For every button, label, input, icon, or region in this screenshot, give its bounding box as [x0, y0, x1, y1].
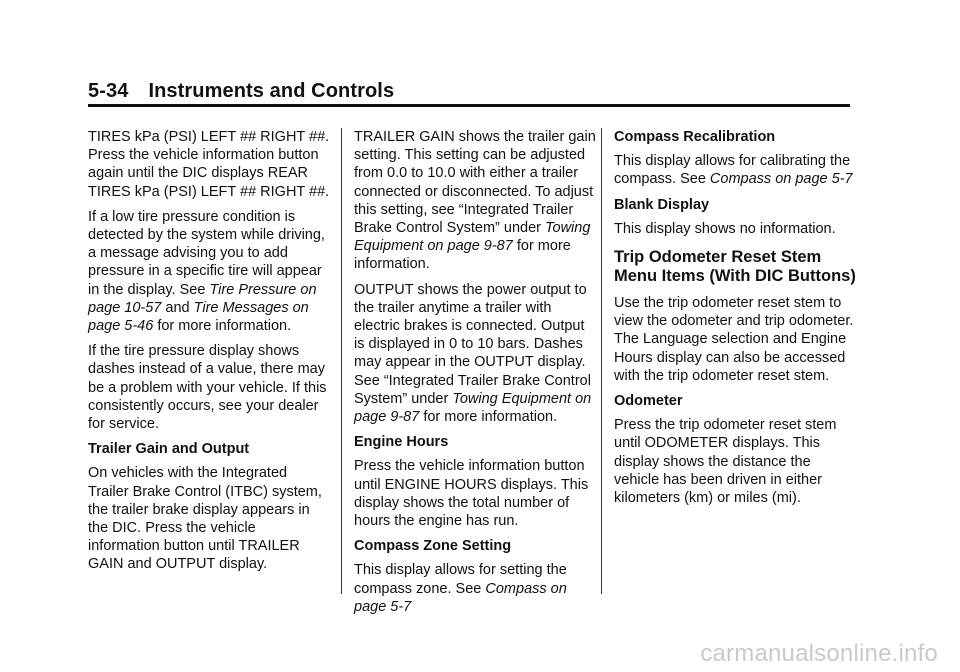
page-number: 5-34: [88, 80, 129, 102]
column-divider: [601, 128, 602, 594]
paragraph: [354, 128, 596, 274]
subheading-trailer-gain: Trailer Gain and Output: [88, 441, 250, 458]
subheading-compass-recalibration: Compass Recalibration: [614, 129, 776, 145]
text: TRAILER GAIN shows the trailer gain setting. This setting can be adjusted from 0.0 to 10.0 with either a trailer connected or disconnected. To adjust this setting, see “Integrated Trailer Brake Control System” under: [354, 129, 596, 237]
section-heading: Trip Odometer Reset Stem Menu Items (With DIC Buttons): [614, 248, 856, 286]
header-rule: [88, 104, 850, 107]
link-towing-equipment[interactable]: Towing Equipment on page 9-87: [354, 220, 591, 255]
paragraph: [88, 208, 330, 335]
text: This display allows for setting the compass zone. See: [354, 562, 567, 597]
subheading-blank-display: Blank Display: [614, 196, 710, 213]
link-towing-equipment[interactable]: Towing Equipment on page 9-87: [354, 390, 592, 426]
text: for more information.: [153, 318, 292, 335]
link-compass[interactable]: Compass on page 5-7: [709, 171, 853, 188]
link-tire-pressure[interactable]: Tire Pressure on page 10-57: [88, 281, 317, 316]
page-header: [88, 80, 394, 103]
subheading-compass-zone: Compass Zone Setting: [354, 538, 512, 555]
paragraph: This display shows no information.: [614, 220, 836, 237]
text: for more information.: [419, 409, 558, 426]
column-divider: [341, 128, 342, 594]
text: OUTPUT shows the power output to the trailer anytime a trailer with electric brakes is connected. Output is displayed in 0 to 10 bars. Dashes may appear in the OUTPUT display. See “Integrated Trailer Brake Control System” under: [354, 281, 591, 407]
text: and: [161, 299, 194, 316]
paragraph: If the tire pressure display shows dashes instead of a value, there may be a problem with your vehicle. If this consistently occurs, see your dealer for service.: [88, 343, 327, 433]
paragraph: [614, 152, 856, 188]
text: for more information.: [354, 238, 571, 273]
column-3: [614, 128, 856, 514]
subheading-odometer: Odometer: [614, 393, 683, 410]
paragraph: On vehicles with the Integrated Trailer Brake Control (ITBC) system, the trailer brake display appears in the DIC. Press the vehicle information button until TRAILER GAIN and OUTPUT display.: [88, 465, 322, 573]
subheading-engine-hours: Engine Hours: [354, 434, 449, 451]
link-tire-messages[interactable]: Tire Messages on page 5-46: [88, 299, 309, 335]
paragraph: [354, 281, 596, 427]
section-title: Instruments and Controls: [148, 80, 395, 102]
column-1: [88, 128, 330, 581]
column-2: [354, 128, 596, 623]
paragraph: Press the vehicle information button until ENGINE HOURS displays. This display shows the total number of hours the engine has run.: [354, 458, 589, 530]
paragraph: Use the trip odometer reset stem to view the odometer and trip odometer. The Language selection and Engine Hours display can also be accessed with the trip odometer reset stem.: [614, 295, 854, 384]
link-compass[interactable]: Compass on page 5-7: [354, 580, 567, 615]
watermark: carmanualsonline.info: [700, 640, 938, 667]
text: If a low tire pressure condition is detected by the system while driving, a message advising you to add pressure in a specific tire will appear in the display. See: [88, 208, 325, 298]
paragraph: Press the trip odometer reset stem until ODOMETER displays. This display shows the distance the vehicle has been driven in either kilometers (km) or miles (mi).: [614, 417, 837, 507]
paragraph: TIRES kPa (PSI) LEFT ## RIGHT ##. Press the vehicle information button again until the DIC displays REAR TIRES kPa (PSI) LEFT ## RIGHT ##.: [88, 129, 330, 200]
text: This display allows for calibrating the compass. See: [614, 153, 851, 188]
paragraph: [354, 561, 596, 616]
